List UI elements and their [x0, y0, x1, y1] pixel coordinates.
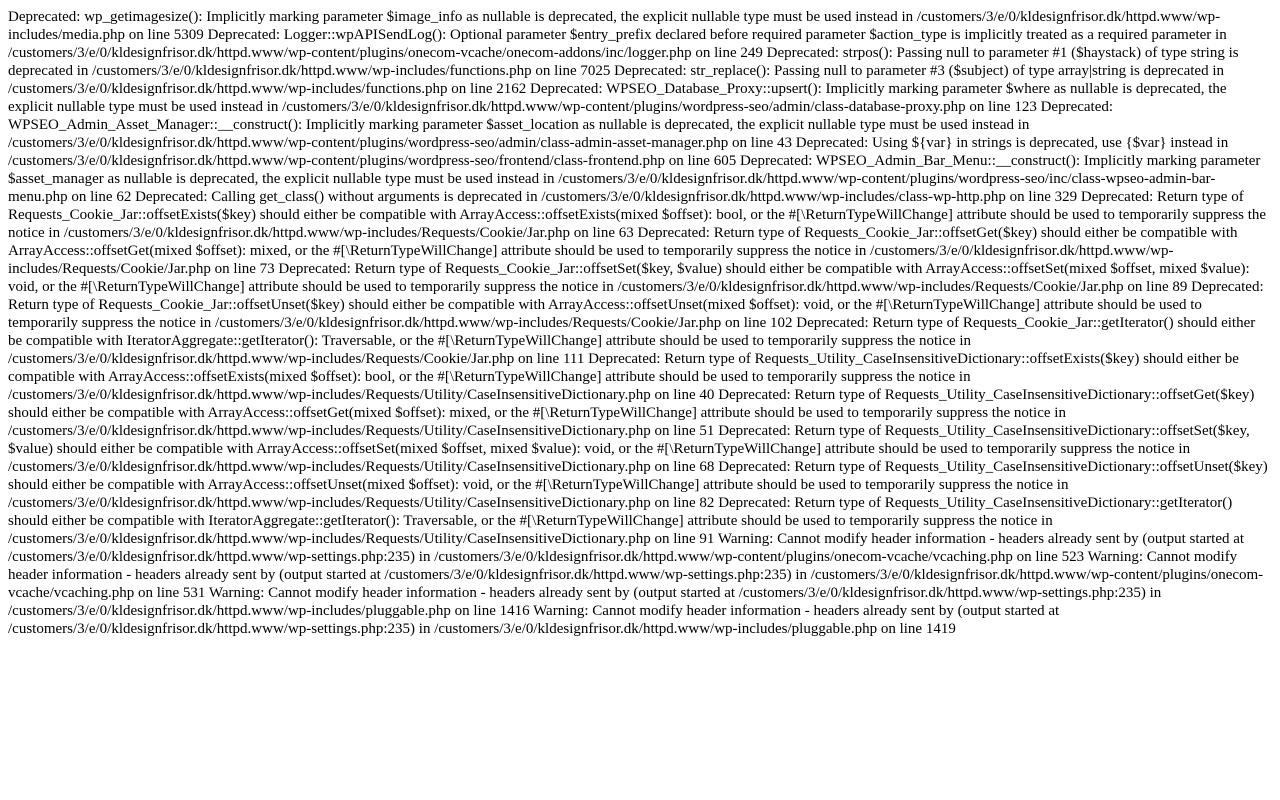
warning-message: Warning: Cannot modify header information - headers already sent by (output started at /customers/3/e/0/kldesignfrisor.dk/httpd.www/wp-settings.php:235) in /customers/3/e/0/kldesignfrisor.dk/httpd.www/wp-includes/pluggable.php on line 1416: [8, 585, 1162, 619]
error-message: Deprecated: str_replace(): Passing null to parameter #3 ($subject) of type array|string is deprecated in /customers/3/e/0/kldesignfrisor.dk/httpd.www/wp-includes/functions.php on line 2162: [8, 63, 1225, 97]
error-message: Deprecated: Return type of Requests_Cookie_Jar::offsetGet($key) should either be compatible with ArrayAccess::offsetGet(mixed $offset): mixed, or the #[\ReturnTypeWillChange] attribute should be used to temporarily suppress the notice in /customers/3/e/0/kldesignfrisor.dk/httpd.www/wp-includes/Requests/Cookie/Jar.php on line 73: [8, 225, 1238, 277]
warning-message: Warning: Cannot modify header information - headers already sent by (output started at /customers/3/e/0/kldesignfrisor.dk/httpd.www/wp-settings.php:235) in /customers/3/e/0/kldesignfrisor.dk/httpd.www/wp-includes/pluggable.php on line 1419: [8, 603, 1060, 637]
error-message: Deprecated: WPSEO_Database_Proxy::upsert(): Implicitly marking parameter $where as nullable is deprecated, the explicit nullable type must be used instead in /customers/3/e/0/kldesignfrisor.dk/httpd.www/wp-content/plugins/wordpress-seo/admin/class-database-proxy.php on line 123: [8, 81, 1227, 115]
error-message: Deprecated: Return type of Requests_Cookie_Jar::offsetSet($key, $value) should either be compatible with ArrayAccess::offsetSet(mixed $offset, mixed $value): void, or the #[\ReturnTypeWillChange] attribute should be used to temporarily suppress the notice in /customers/3/e/0/kldesignfrisor.dk/httpd.www/wp-includes/Requests/Cookie/Jar.php on line 89: [8, 261, 1250, 295]
error-message: Deprecated: Logger::wpAPISendLog(): Optional parameter $entry_prefix declared before required parameter $action_type is implicitly treated as a required parameter in /customers/3/e/0/kldesignfrisor.dk/httpd.www/wp-content/plugins/onecom-vcache/onecom-addons/inc/logger.php on line 249: [8, 27, 1227, 61]
error-message: Deprecated: Calling get_class() without arguments is deprecated in /customers/3/e/0/kldesignfrisor.dk/httpd.www/wp-includes/class-wp-http.php on line 329: [135, 189, 1078, 205]
error-message: Deprecated: WPSEO_Admin_Bar_Menu::__construct(): Implicitly marking parameter $asset_manager as nullable is deprecated, the explicit nullable type must be used instead in /customers/3/e/0/kldesignfrisor.dk/httpd.www/wp-content/plugins/wordpress-seo/inc/class-wpseo-admin-bar-menu.php on line 62: [8, 153, 1261, 205]
error-message: Deprecated: Return type of Requests_Cookie_Jar::offsetExists($key) should either be compatible with ArrayAccess::offsetExists(mixed $offset): bool, or the #[\ReturnTypeWillChange] attribute should be used to temporarily suppress the notice in /customers/3/e/0/kldesignfrisor.dk/httpd.www/wp-includes/Requests/Cookie/Jar.php on line 63: [8, 189, 1267, 241]
warning-message: Warning: Cannot modify header information - headers already sent by (output started at /customers/3/e/0/kldesignfrisor.dk/httpd.www/wp-settings.php:235) in /customers/3/e/0/kldesignfrisor.dk/httpd.www/wp-content/plugins/onecom-vcache/vcaching.php on line 531: [8, 549, 1264, 601]
error-message: Deprecated: wp_getimagesize(): Implicitly marking parameter $image_info as nullable is deprecated, the explicit nullable type must be used instead in /customers/3/e/0/kldesignfrisor.dk/httpd.www/wp-includes/media.php on line 5309: [8, 9, 1221, 43]
error-message: Deprecated: Return type of Requests_Cookie_Jar::offsetUnset($key) should either be compatible with ArrayAccess::offsetUnset(mixed $offset): void, or the #[\ReturnTypeWillChange] attribute should be used to temporarily suppress the notice in /customers/3/e/0/kldesignfrisor.dk/httpd.www/wp-includes/Requests/Cookie/Jar.php on line 102: [8, 279, 1264, 331]
error-message: Deprecated: WPSEO_Admin_Asset_Manager::__construct(): Implicitly marking parameter $asset_location as nullable is deprecated, the explicit nullable type must be used instead in /customers/3/e/0/kldesignfrisor.dk/httpd.www/wp-content/plugins/wordpress-seo/admin/class-admin-asset-manager.php on line 43: [8, 99, 1114, 151]
error-message: Deprecated: Return type of Requests_Utility_CaseInsensitiveDictionary::getIterator() should either be compatible with IteratorAggregate::getIterator(): Traversable, or the #[\ReturnTypeWillChange] attribute should be used to temporarily suppress the notice in /customers/3/e/0/kldesignfrisor.dk/httpd.www/wp-includes/Requests/Utility/CaseInsensitiveDictionary.php on line 91: [8, 495, 1233, 547]
warning-message: Warning: Cannot modify header information - headers already sent by (output started at /customers/3/e/0/kldesignfrisor.dk/httpd.www/wp-settings.php:235) in /customers/3/e/0/kldesignfrisor.dk/httpd.www/wp-content/plugins/onecom-vcache/vcaching.php on line 523: [8, 531, 1245, 565]
error-message: Deprecated: Return type of Requests_Utility_CaseInsensitiveDictionary::offsetGet($key) should either be compatible with ArrayAccess::offsetGet(mixed $offset): mixed, or the #[\ReturnTypeWillChange] attribute should be used to temporarily suppress the notice in /customers/3/e/0/kldesignfrisor.dk/httpd.www/wp-includes/Requests/Utility/CaseInsensitiveDictionary.php on line 51: [8, 387, 1255, 439]
error-message: Deprecated: Return type of Requests_Utility_CaseInsensitiveDictionary::offsetSet($key, $value) should either be compatible with ArrayAccess::offsetSet(mixed $offset, mixed $value): void, or the #[\ReturnTypeWillChange] attribute should be used to temporarily suppress the notice in /customers/3/e/0/kldesignfrisor.dk/httpd.www/wp-includes/Requests/Utility/CaseInsensitiveDictionary.php on line 68: [8, 423, 1250, 475]
error-message: Deprecated: Return type of Requests_Utility_CaseInsensitiveDictionary::offsetUnset($key) should either be compatible with ArrayAccess::offsetUnset(mixed $offset): void, or the #[\ReturnTypeWillChange] attribute should be used to temporarily suppress the notice in /customers/3/e/0/kldesignfrisor.dk/httpd.www/wp-includes/Requests/Utility/CaseInsensitiveDictionary.php on line 82: [8, 459, 1268, 511]
error-message: Deprecated: Return type of Requests_Utility_CaseInsensitiveDictionary::offsetExists($key) should either be compatible with ArrayAccess::offsetExists(mixed $offset): bool, or the #[\ReturnTypeWillChange] attribute should be used to temporarily suppress the notice in /customers/3/e/0/kldesignfrisor.dk/httpd.www/wp-includes/Requests/Utility/CaseInsensitiveDictionary.php on line 40: [8, 351, 1239, 403]
error-message: Deprecated: strpos(): Passing null to parameter #1 ($haystack) of type string is deprecated in /customers/3/e/0/kldesignfrisor.dk/httpd.www/wp-includes/functions.php on line 7025: [8, 45, 1239, 79]
error-message: Deprecated: Return type of Requests_Cookie_Jar::getIterator() should either be compatible with IteratorAggregate::getIterator(): Traversable, or the #[\ReturnTypeWillChange] attribute should be used to temporarily suppress the notice in /customers/3/e/0/kldesignfrisor.dk/httpd.www/wp-includes/Requests/Cookie/Jar.php on line 111: [8, 315, 1256, 367]
error-message: Deprecated: Using ${var} in strings is deprecated, use {$var} instead in /customers/3/e/0/kldesignfrisor.dk/httpd.www/wp-content/plugins/wordpress-seo/frontend/class-frontend.php on line 605: [8, 135, 1229, 169]
